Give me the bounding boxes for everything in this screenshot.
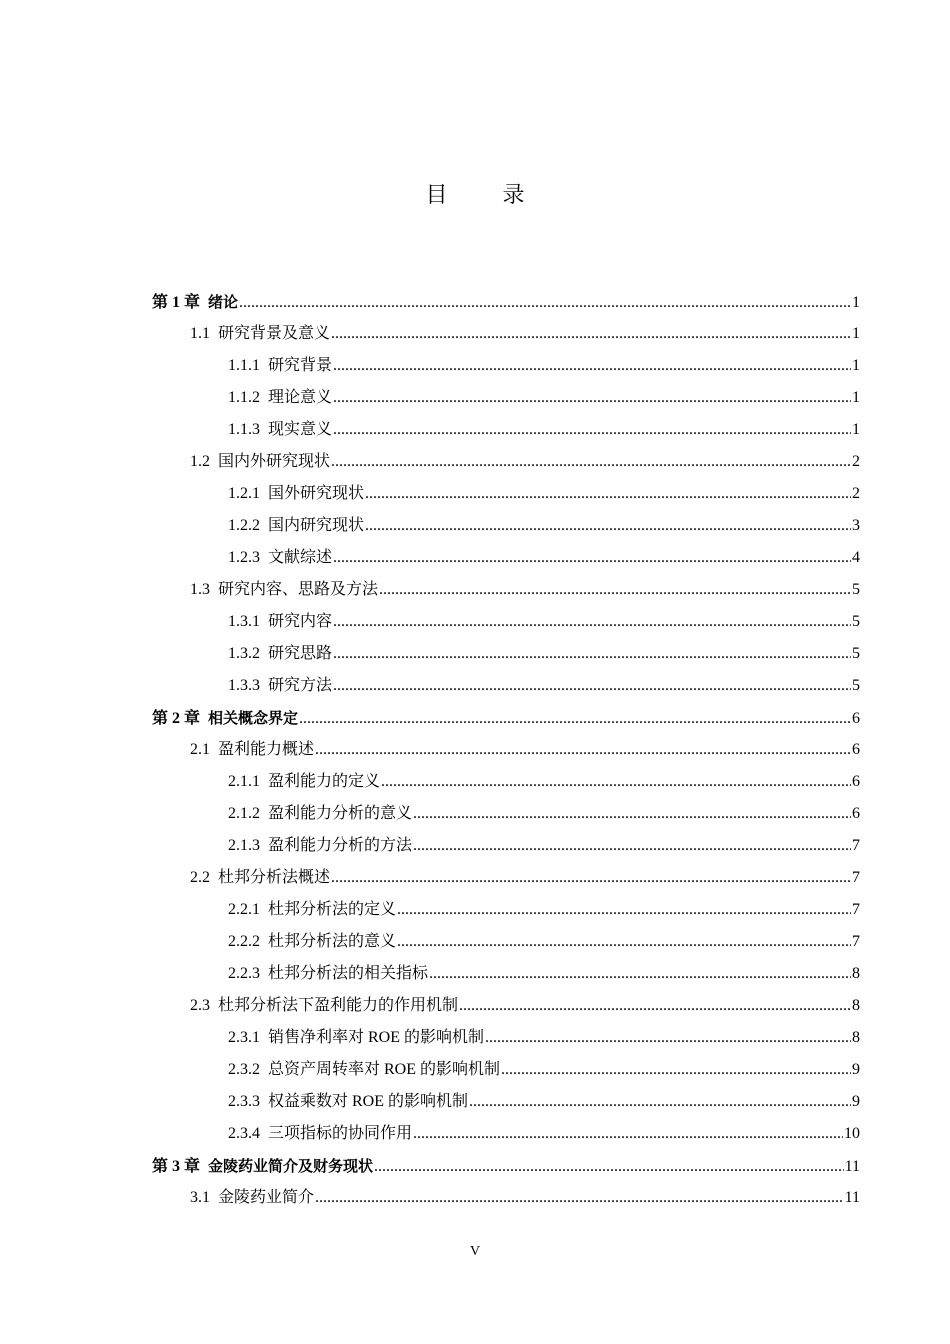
toc-entry[interactable] xyxy=(152,894,860,926)
toc-entry[interactable] xyxy=(152,990,860,1022)
toc-entry[interactable] xyxy=(152,830,860,862)
toc-entry-number: 1.2.3 xyxy=(228,549,260,566)
dot-leader xyxy=(429,958,851,990)
toc-entry-page: 2 xyxy=(852,453,860,470)
toc-entry-number: 2.1.1 xyxy=(228,773,260,790)
toc-entry-page: 9 xyxy=(852,1093,860,1110)
toc-entry-page: 9 xyxy=(852,1061,860,1078)
toc-entry-label: 研究背景及意义 xyxy=(218,325,331,342)
toc-entry-label: 杜邦分析法的定义 xyxy=(268,901,397,918)
toc-entry-number: 1.1 xyxy=(190,325,210,342)
toc-entry[interactable] xyxy=(152,798,860,830)
toc-entry[interactable] xyxy=(152,414,860,446)
toc-entry-label: 相关概念界定 xyxy=(208,709,299,727)
toc-entry-page: 1 xyxy=(852,294,860,311)
dot-leader xyxy=(333,382,851,414)
toc-entry-page: 5 xyxy=(852,645,860,662)
toc-entry[interactable] xyxy=(152,350,860,382)
toc-entry[interactable] xyxy=(152,1150,860,1182)
toc-entry-number: 2.2.3 xyxy=(228,965,260,982)
toc-entry-number: 2.1.3 xyxy=(228,837,260,854)
toc-entry-number: 2.3.3 xyxy=(228,1093,260,1110)
toc-entry-page: 5 xyxy=(852,581,860,598)
toc-entry-label: 现实意义 xyxy=(268,421,333,438)
toc-entry-number: 2.3.4 xyxy=(228,1125,260,1142)
toc-entry-label: 文献综述 xyxy=(268,549,333,566)
toc-entry-page: 6 xyxy=(852,805,860,822)
dot-leader xyxy=(333,350,851,382)
toc-entry-number: 2.2.1 xyxy=(228,901,260,918)
dot-leader xyxy=(331,446,851,478)
toc-entry[interactable] xyxy=(152,510,860,542)
toc-entry[interactable] xyxy=(152,958,860,990)
page-number: V xyxy=(469,1244,481,1259)
toc-entry-number: 1.3.2 xyxy=(228,645,260,662)
toc-entry-number: 2.3 xyxy=(190,997,210,1014)
toc-entry-label: 盈利能力的定义 xyxy=(268,773,381,790)
toc-entry[interactable] xyxy=(152,606,860,638)
toc-entry-number: 1.3.1 xyxy=(228,613,260,630)
dot-leader xyxy=(397,894,851,926)
dot-leader xyxy=(365,478,851,510)
toc-entry-label: 总资产周转率对 ROE 的影响机制 xyxy=(268,1061,501,1078)
toc-entry[interactable] xyxy=(152,1054,860,1086)
toc-entry-label: 杜邦分析法概述 xyxy=(218,869,331,886)
toc-entry-number: 1.1.2 xyxy=(228,389,260,406)
toc-entry-number: 第 3 章 xyxy=(152,1158,201,1175)
toc-entry[interactable] xyxy=(152,478,860,510)
toc-entry-page: 7 xyxy=(852,901,860,918)
toc-entry-page: 7 xyxy=(852,837,860,854)
dot-leader xyxy=(331,862,851,894)
toc-entry[interactable] xyxy=(152,702,860,734)
toc-entry[interactable] xyxy=(152,1182,860,1214)
dot-leader xyxy=(381,766,851,798)
toc-entry-label: 销售净利率对 ROE 的影响机制 xyxy=(268,1029,485,1046)
toc-entry[interactable] xyxy=(152,670,860,702)
toc-entry-number: 2.2 xyxy=(190,869,210,886)
toc-entry-label: 金陵药业简介 xyxy=(218,1189,315,1206)
dot-leader xyxy=(501,1054,851,1086)
toc-entry[interactable] xyxy=(152,1022,860,1054)
toc-entry-page: 11 xyxy=(844,1189,860,1206)
toc-entry-page: 10 xyxy=(844,1125,860,1142)
toc-entry-label: 金陵药业简介及财务现状 xyxy=(208,1157,374,1175)
dot-leader xyxy=(315,734,851,766)
toc-entry[interactable] xyxy=(152,542,860,574)
toc-entry-label: 杜邦分析法的相关指标 xyxy=(268,965,429,982)
toc-entry-page: 3 xyxy=(852,517,860,534)
dot-leader xyxy=(379,574,851,606)
toc-entry-label: 绪论 xyxy=(208,293,239,311)
dot-leader xyxy=(333,414,851,446)
toc-entry-label: 研究背景 xyxy=(268,357,333,374)
toc-entry-page: 6 xyxy=(852,773,860,790)
toc-entry-page: 8 xyxy=(852,1029,860,1046)
toc-entry-label: 研究方法 xyxy=(268,677,333,694)
toc-entry-page: 5 xyxy=(852,677,860,694)
toc-entry-number: 1.3 xyxy=(190,581,210,598)
dot-leader xyxy=(413,798,851,830)
toc-entry-number: 第 1 章 xyxy=(152,294,201,311)
toc-entry-number: 2.1 xyxy=(190,741,210,758)
dot-leader xyxy=(333,606,851,638)
dot-leader xyxy=(413,830,851,862)
toc-entry-number: 2.3.1 xyxy=(228,1029,260,1046)
toc-entry-number: 1.2.2 xyxy=(228,517,260,534)
toc-entry[interactable] xyxy=(152,318,860,350)
toc-entry-label: 三项指标的协同作用 xyxy=(268,1125,413,1142)
toc-entry-label: 理论意义 xyxy=(268,389,333,406)
toc-entry[interactable] xyxy=(152,382,860,414)
toc-entry-label: 权益乘数对 ROE 的影响机制 xyxy=(268,1093,469,1110)
toc-entry-page: 7 xyxy=(852,933,860,950)
toc-entry-page: 6 xyxy=(852,710,860,727)
toc-entry-page: 8 xyxy=(852,965,860,982)
dot-leader xyxy=(413,1118,843,1150)
dot-leader xyxy=(239,287,851,319)
dot-leader xyxy=(459,990,851,1022)
dot-leader xyxy=(315,1182,844,1214)
toc-entry-label: 研究内容、思路及方法 xyxy=(218,581,379,598)
toc-entry-page: 2 xyxy=(852,485,860,502)
dot-leader xyxy=(333,670,851,702)
toc-entry-page: 8 xyxy=(852,997,860,1014)
toc-entry[interactable] xyxy=(152,1118,860,1150)
toc-entry[interactable] xyxy=(152,286,860,318)
toc-entry-number: 2.1.2 xyxy=(228,805,260,822)
toc-entry-number: 2.3.2 xyxy=(228,1061,260,1078)
dot-leader xyxy=(333,638,851,670)
toc-entry[interactable] xyxy=(152,734,860,766)
toc-entry-label: 研究思路 xyxy=(268,645,333,662)
toc-entry-number: 1.2 xyxy=(190,453,210,470)
toc-entry-label: 盈利能力分析的意义 xyxy=(268,805,413,822)
toc-entry[interactable] xyxy=(152,1086,860,1118)
toc-entry-number: 2.2.2 xyxy=(228,933,260,950)
toc-entry-label: 盈利能力分析的方法 xyxy=(268,837,413,854)
toc-entry-page: 1 xyxy=(852,325,860,342)
toc-entry-page: 1 xyxy=(852,389,860,406)
toc-entry[interactable] xyxy=(152,574,860,606)
toc-entry-label: 国外研究现状 xyxy=(268,485,365,502)
toc-entry-page: 5 xyxy=(852,613,860,630)
toc-entry-page: 4 xyxy=(852,549,860,566)
toc-entry-number: 1.1.3 xyxy=(228,421,260,438)
toc-entry-label: 杜邦分析法下盈利能力的作用机制 xyxy=(218,997,459,1014)
toc-entry-number: 3.1 xyxy=(190,1189,210,1206)
dot-leader xyxy=(333,542,851,574)
toc-entry-page: 7 xyxy=(852,869,860,886)
toc-entry-label: 国内外研究现状 xyxy=(218,453,331,470)
dot-leader xyxy=(374,1151,844,1183)
toc-entry-number: 1.2.1 xyxy=(228,485,260,502)
dot-leader xyxy=(485,1022,851,1054)
toc-entry[interactable] xyxy=(152,862,860,894)
toc-entry-label: 杜邦分析法的意义 xyxy=(268,933,397,950)
dot-leader xyxy=(299,703,851,735)
table-of-contents xyxy=(152,286,860,1214)
toc-entry[interactable] xyxy=(152,638,860,670)
dot-leader xyxy=(331,318,851,350)
dot-leader xyxy=(397,926,851,958)
toc-entry-label: 盈利能力概述 xyxy=(218,741,315,758)
toc-entry[interactable] xyxy=(152,766,860,798)
toc-entry-page: 1 xyxy=(852,421,860,438)
toc-entry-number: 第 2 章 xyxy=(152,710,201,727)
toc-entry[interactable] xyxy=(152,926,860,958)
toc-entry[interactable] xyxy=(152,446,860,478)
toc-entry-number: 1.3.3 xyxy=(228,677,260,694)
dot-leader xyxy=(365,510,851,542)
dot-leader xyxy=(469,1086,851,1118)
toc-entry-page: 1 xyxy=(852,357,860,374)
toc-entry-number: 1.1.1 xyxy=(228,357,260,374)
toc-entry-page: 11 xyxy=(844,1158,860,1175)
toc-entry-page: 6 xyxy=(852,741,860,758)
toc-entry-label: 国内研究现状 xyxy=(268,517,365,534)
toc-entry-label: 研究内容 xyxy=(268,613,333,630)
toc-title: 目 录 xyxy=(425,183,549,208)
